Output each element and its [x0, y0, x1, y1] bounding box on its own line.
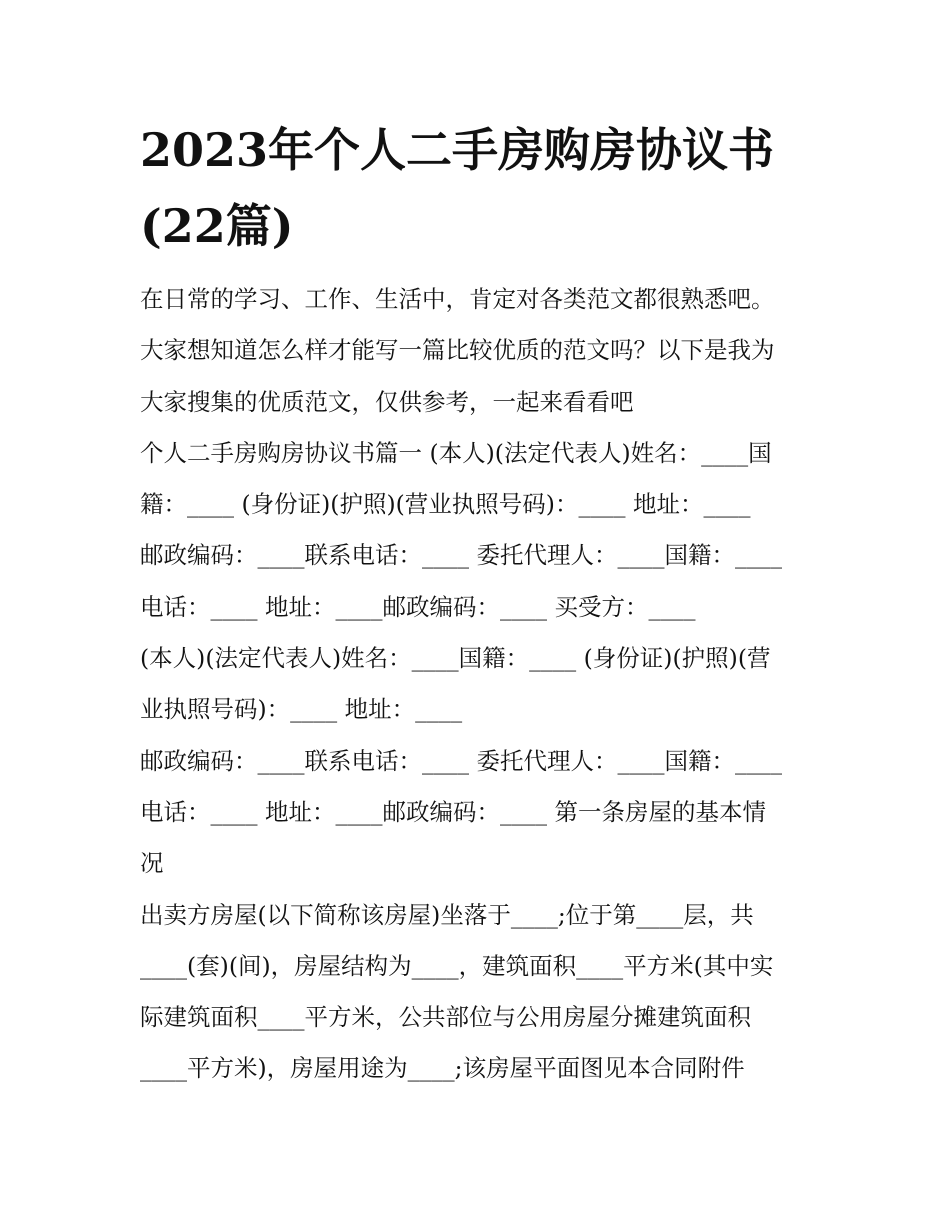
- document-body: [140, 274, 830, 1095]
- body-line: ____(套)(间)，房屋结构为____，建筑面积____平方米(其中实: [140, 951, 774, 980]
- body-line: ____平方米)，房屋用途为____;该房屋平面图见本合同附件: [140, 1054, 745, 1083]
- title-line-2: (22篇): [140, 199, 294, 253]
- body-line: 在日常的学习、工作、生活中，肯定对各类范文都很熟悉吧。: [140, 285, 775, 313]
- body-line: 大家搜集的优质范文，仅供参考，一起来看看吧: [140, 387, 634, 416]
- body-line: (本人)(法定代表人)姓名：____国籍：____ (身份证)(护照)(营: [140, 644, 771, 673]
- body-line: 电话：____ 地址：____邮政编码：____ 买受方：____: [140, 592, 696, 621]
- body-line: 业执照号码)：____ 地址：____: [140, 695, 463, 724]
- body-line: 出卖方房屋(以下简称该房屋)坐落于____;位于第____层，共: [140, 900, 754, 929]
- body-line: 个人二手房购房协议书篇一 (本人)(法定代表人)姓名：____国: [140, 438, 772, 467]
- body-line: 邮政编码：____联系电话：____ 委托代理人：____国籍：____: [140, 541, 782, 570]
- document-title: [140, 112, 820, 264]
- body-line: 籍：____ (身份证)(护照)(营业执照号码)：____ 地址：____: [140, 490, 751, 519]
- body-line: 电话：____ 地址：____邮政编码：____ 第一条房屋的基本情: [140, 797, 766, 826]
- body-line: 际建筑面积____平方米，公共部位与公用房屋分摊建筑面积: [140, 1003, 751, 1032]
- body-line: 大家想知道怎么样才能写一篇比较优质的范文吗？以下是我为: [140, 336, 775, 365]
- body-line: 况: [140, 849, 164, 878]
- body-line: 邮政编码：____联系电话：____ 委托代理人：____国籍：____: [140, 746, 782, 775]
- title-line-1: 2023年个人二手房购房协议书: [140, 123, 775, 177]
